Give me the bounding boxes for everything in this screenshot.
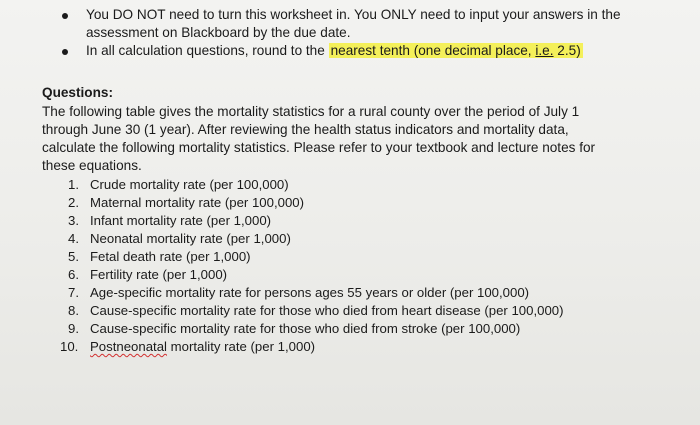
question-text: Infant mortality rate (per 1,000) xyxy=(90,213,272,228)
instruction-item-submission xyxy=(62,6,682,42)
question-text: Cause-specific mortality rate for those who died from heart disease (per 100,000) xyxy=(90,303,564,318)
question-text: Fertility rate (per 1,000) xyxy=(90,267,228,282)
highlight-part: 2.5) xyxy=(553,43,581,58)
question-item xyxy=(42,194,652,212)
question-number: 3. xyxy=(68,213,79,228)
highlighted-text xyxy=(329,43,583,58)
question-item xyxy=(42,266,652,284)
question-number: 10. xyxy=(60,339,79,354)
question-item xyxy=(42,212,652,230)
instruction-item-rounding xyxy=(62,42,682,60)
question-text: Fetal death rate (per 1,000) xyxy=(90,249,251,264)
spellcheck-flagged-word: Postneonatal xyxy=(90,339,167,354)
instruction-text: In all calculation questions, round to the xyxy=(86,43,329,58)
question-item xyxy=(42,338,652,356)
bullet-dot-icon xyxy=(62,49,68,55)
questions-heading: Questions: xyxy=(42,85,113,100)
question-item xyxy=(42,302,652,320)
intro-line: through June 30 (1 year). After reviewing the health status indicators and mortality data, xyxy=(42,122,569,137)
instruction-line: assessment on Blackboard by the due date. xyxy=(86,25,351,40)
question-number: 2. xyxy=(68,195,79,210)
questions-intro xyxy=(42,103,652,175)
question-item xyxy=(42,176,652,194)
question-item xyxy=(42,320,652,338)
question-item xyxy=(42,230,652,248)
question-text: mortality rate (per 1,000) xyxy=(167,339,316,354)
instructions-list xyxy=(62,6,682,60)
ie-link-text: i.e. xyxy=(535,43,554,58)
question-text: Maternal mortality rate (per 100,000) xyxy=(90,195,305,210)
question-text: Cause-specific mortality rate for those who died from stroke (per 100,000) xyxy=(90,321,521,336)
instruction-line: You DO NOT need to turn this worksheet in. You ONLY need to input your answers in the xyxy=(86,7,621,22)
bullet-dot-icon xyxy=(62,13,68,19)
question-text: Age-specific mortality rate for persons ages 55 years or older (per 100,000) xyxy=(90,285,530,300)
question-number: 8. xyxy=(68,303,79,318)
question-list xyxy=(42,176,652,356)
question-item xyxy=(42,284,652,302)
question-text: Neonatal mortality rate (per 1,000) xyxy=(90,231,291,246)
question-number: 7. xyxy=(68,285,79,300)
question-number: 5. xyxy=(68,249,79,264)
question-number: 9. xyxy=(68,321,79,336)
intro-line: calculate the following mortality statistics. Please refer to your textbook and lecture notes for xyxy=(42,140,596,155)
question-number: 6. xyxy=(68,267,79,282)
question-number: 1. xyxy=(68,177,79,192)
intro-line: The following table gives the mortality statistics for a rural county over the period of July 1 xyxy=(42,104,580,119)
highlight-part: nearest tenth (one decimal place, xyxy=(330,43,536,58)
intro-line: these equations. xyxy=(42,158,142,173)
question-text: Crude mortality rate (per 100,000) xyxy=(90,177,289,192)
questions-section xyxy=(42,84,652,356)
question-item xyxy=(42,248,652,266)
question-number: 4. xyxy=(68,231,79,246)
